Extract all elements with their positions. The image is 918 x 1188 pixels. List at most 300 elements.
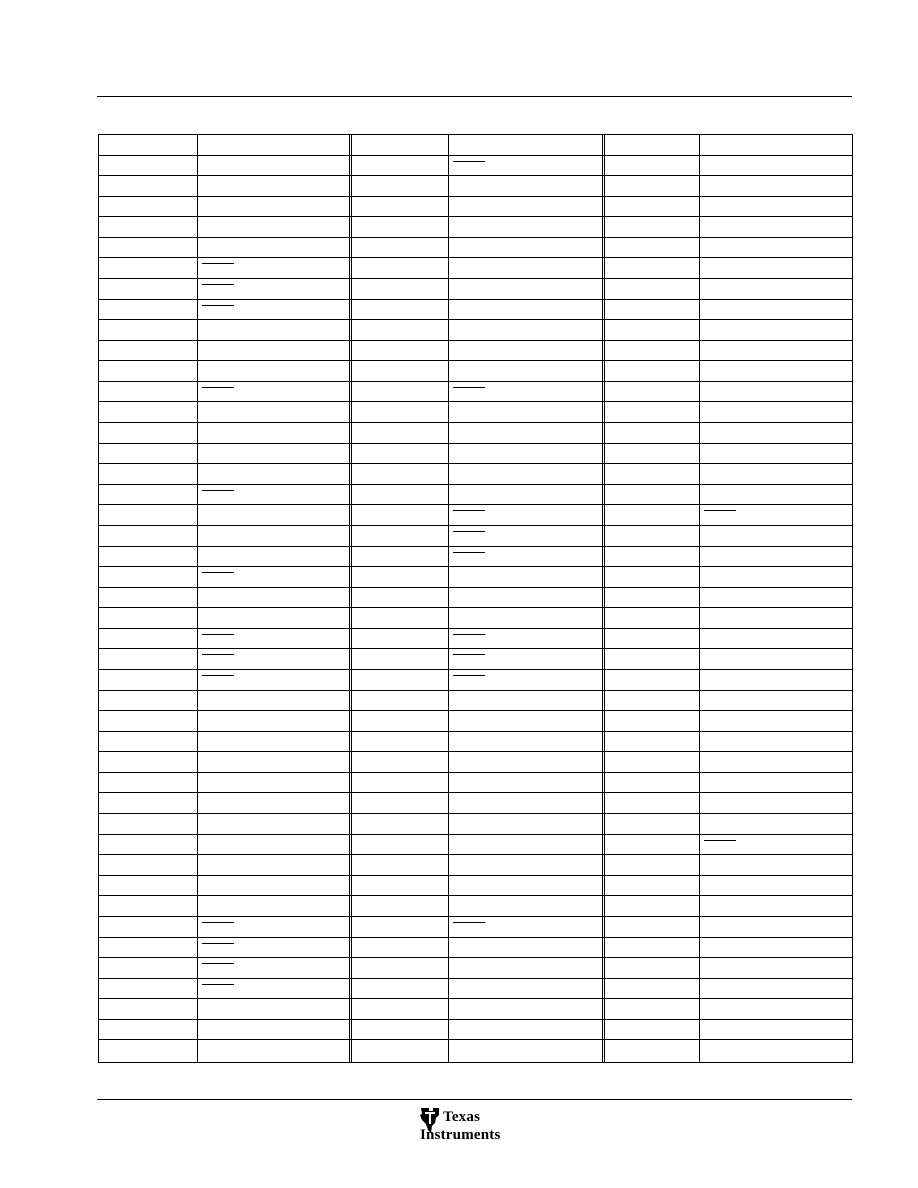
table-cell: [197, 999, 350, 1019]
table-cell: [350, 773, 448, 793]
column-divider: [699, 135, 700, 1062]
table-cell: [350, 814, 448, 834]
table-cell: [603, 156, 699, 176]
header-rule: [97, 96, 852, 97]
table-row: [99, 814, 852, 835]
table-cell: [350, 629, 448, 649]
table-cell: [197, 752, 350, 772]
table-cell: [603, 711, 699, 731]
table-cell: [350, 135, 448, 155]
table-cell: [99, 300, 197, 320]
table-cell: [448, 1020, 603, 1040]
table-cell: [350, 896, 448, 916]
table-row: [99, 320, 852, 341]
table-cell: [350, 485, 448, 505]
table-cell: [603, 835, 699, 855]
table-row: [99, 485, 852, 506]
table-cell: [448, 711, 603, 731]
table-cell: [699, 1020, 851, 1040]
table-cell: [197, 258, 350, 278]
table-cell: [99, 279, 197, 299]
table-row: [99, 588, 852, 609]
table-row: [99, 1020, 852, 1041]
table-cell: [99, 958, 197, 978]
table-cell: [448, 135, 603, 155]
table-cell: [99, 773, 197, 793]
table-cell: [603, 732, 699, 752]
table-row: [99, 444, 852, 465]
table-cell: [350, 464, 448, 484]
table-cell: [699, 999, 851, 1019]
table-cell: [603, 382, 699, 402]
signal-overbar: [453, 161, 485, 162]
table-cell: [197, 814, 350, 834]
table-row: [99, 135, 852, 156]
table-cell: [448, 1040, 603, 1061]
table-cell: [448, 855, 603, 875]
table-cell: [448, 341, 603, 361]
table-row: [99, 361, 852, 382]
table-cell: [197, 896, 350, 916]
table-cell: [448, 485, 603, 505]
signal-overbar: [453, 654, 485, 655]
table-row: [99, 711, 852, 732]
signal-overbar: [704, 510, 736, 511]
table-cell: [603, 485, 699, 505]
signal-overbar: [453, 675, 485, 676]
table-cell: [699, 711, 851, 731]
signal-overbar: [453, 634, 485, 635]
table-row: [99, 979, 852, 1000]
table-cell: [699, 382, 851, 402]
table-row: [99, 670, 852, 691]
table-cell: [448, 547, 603, 567]
table-row: [99, 876, 852, 897]
table-cell: [603, 1040, 699, 1061]
signal-overbar: [704, 840, 736, 841]
table-row: [99, 649, 852, 670]
column-group-divider: [602, 135, 605, 1062]
table-cell: [350, 649, 448, 669]
table-cell: [603, 938, 699, 958]
table-cell: [99, 814, 197, 834]
table-cell: [99, 526, 197, 546]
table-cell: [448, 958, 603, 978]
table-cell: [603, 588, 699, 608]
table-cell: [99, 505, 197, 525]
signal-overbar: [202, 963, 234, 964]
table-cell: [448, 176, 603, 196]
signal-overbar: [202, 387, 234, 388]
table-cell: [350, 197, 448, 217]
table-cell: [350, 588, 448, 608]
table-cell: [448, 567, 603, 587]
table-cell: [448, 896, 603, 916]
table-cell: [197, 238, 350, 258]
table-cell: [448, 649, 603, 669]
table-cell: [197, 176, 350, 196]
table-cell: [603, 814, 699, 834]
table-cell: [699, 958, 851, 978]
table-cell: [350, 258, 448, 278]
signal-overbar: [453, 922, 485, 923]
table-cell: [603, 320, 699, 340]
table-row: [99, 217, 852, 238]
table-cell: [603, 773, 699, 793]
signal-overbar: [202, 984, 234, 985]
table-cell: [699, 238, 851, 258]
table-cell: [699, 320, 851, 340]
table-cell: [350, 752, 448, 772]
table-cell: [448, 156, 603, 176]
table-cell: [603, 444, 699, 464]
table-cell: [603, 238, 699, 258]
table-cell: [197, 1040, 350, 1061]
signal-overbar: [202, 654, 234, 655]
table-cell: [448, 505, 603, 525]
table-cell: [699, 835, 851, 855]
signal-overbar: [202, 572, 234, 573]
table-cell: [197, 649, 350, 669]
table-cell: [699, 197, 851, 217]
table-cell: [350, 711, 448, 731]
table-cell: [350, 958, 448, 978]
table-cell: [448, 403, 603, 423]
table-row: [99, 855, 852, 876]
table-row: [99, 341, 852, 362]
table-cell: [448, 835, 603, 855]
table-cell: [448, 938, 603, 958]
table-cell: [699, 444, 851, 464]
table-cell: [350, 300, 448, 320]
table-cell: [699, 752, 851, 772]
table-cell: [350, 917, 448, 937]
table-cell: [350, 361, 448, 381]
table-cell: [350, 608, 448, 628]
table-cell: [699, 217, 851, 237]
column-divider: [448, 135, 449, 1062]
table-cell: [197, 279, 350, 299]
table-cell: [197, 444, 350, 464]
table-cell: [197, 691, 350, 711]
table-cell: [699, 876, 851, 896]
table-cell: [99, 217, 197, 237]
table-cell: [350, 732, 448, 752]
table-cell: [350, 505, 448, 525]
table-cell: [699, 485, 851, 505]
table-cell: [603, 691, 699, 711]
signal-overbar: [202, 490, 234, 491]
table-cell: [603, 135, 699, 155]
table-row: [99, 793, 852, 814]
table-cell: [448, 876, 603, 896]
table-cell: [448, 917, 603, 937]
table-cell: [197, 217, 350, 237]
signal-overbar: [202, 634, 234, 635]
table-cell: [99, 1040, 197, 1061]
table-cell: [197, 773, 350, 793]
footer-rule: [97, 1099, 852, 1100]
table-cell: [350, 835, 448, 855]
table-cell: [448, 793, 603, 813]
table-cell: [448, 999, 603, 1019]
table-cell: [448, 691, 603, 711]
table-cell: [197, 403, 350, 423]
table-cell: [699, 732, 851, 752]
table-cell: [448, 320, 603, 340]
table-cell: [699, 896, 851, 916]
table-cell: [699, 423, 851, 443]
table-cell: [197, 341, 350, 361]
table-cell: [99, 670, 197, 690]
table-cell: [197, 197, 350, 217]
column-group-divider: [349, 135, 352, 1062]
table-cell: [350, 979, 448, 999]
table-cell: [699, 341, 851, 361]
signal-overbar: [202, 305, 234, 306]
table-cell: [197, 711, 350, 731]
table-cell: [99, 197, 197, 217]
signal-overbar: [453, 510, 485, 511]
table-cell: [197, 485, 350, 505]
table-cell: [603, 403, 699, 423]
table-cell: [603, 670, 699, 690]
logo-word-instruments: Instruments: [420, 1127, 501, 1143]
table-row: [99, 958, 852, 979]
table-row: [99, 505, 852, 526]
table-cell: [99, 979, 197, 999]
table-cell: [603, 217, 699, 237]
table-cell: [603, 896, 699, 916]
table-cell: [99, 608, 197, 628]
table-cell: [603, 876, 699, 896]
table-cell: [350, 526, 448, 546]
signal-overbar: [202, 263, 234, 264]
table-cell: [197, 464, 350, 484]
table-cell: [99, 361, 197, 381]
table-row: [99, 279, 852, 300]
table-cell: [350, 938, 448, 958]
table-cell: [448, 361, 603, 381]
table-cell: [699, 1040, 851, 1061]
table-row: [99, 567, 852, 588]
table-row: [99, 938, 852, 959]
table-cell: [350, 382, 448, 402]
signal-overbar: [202, 284, 234, 285]
table-cell: [99, 691, 197, 711]
table-cell: [99, 752, 197, 772]
table-cell: [99, 423, 197, 443]
signal-overbar: [202, 675, 234, 676]
table-cell: [448, 382, 603, 402]
table-cell: [603, 176, 699, 196]
table-cell: [448, 773, 603, 793]
table-row: [99, 547, 852, 568]
signal-overbar: [453, 387, 485, 388]
table-cell: [197, 629, 350, 649]
table-cell: [99, 835, 197, 855]
table-cell: [99, 1020, 197, 1040]
table-cell: [350, 999, 448, 1019]
table-cell: [603, 999, 699, 1019]
table-cell: [699, 855, 851, 875]
table-cell: [603, 855, 699, 875]
table-row: [99, 258, 852, 279]
table-cell: [603, 526, 699, 546]
table-cell: [699, 917, 851, 937]
table-cell: [99, 444, 197, 464]
table-cell: [603, 958, 699, 978]
table-cell: [699, 588, 851, 608]
table-row: [99, 773, 852, 794]
table-cell: [448, 814, 603, 834]
table-cell: [99, 588, 197, 608]
signal-overbar: [202, 922, 234, 923]
table-cell: [197, 979, 350, 999]
table-row: [99, 464, 852, 485]
table-cell: [197, 588, 350, 608]
table-cell: [99, 938, 197, 958]
table-cell: [699, 547, 851, 567]
table-cell: [699, 670, 851, 690]
table-row: [99, 999, 852, 1020]
signal-overbar: [453, 552, 485, 553]
table-cell: [603, 279, 699, 299]
table-cell: [699, 793, 851, 813]
table-cell: [99, 485, 197, 505]
table-cell: [350, 423, 448, 443]
table-row: [99, 156, 852, 177]
table-cell: [99, 629, 197, 649]
table-cell: [99, 567, 197, 587]
table-cell: [603, 505, 699, 525]
table-cell: [603, 197, 699, 217]
table-cell: [99, 732, 197, 752]
table-cell: [99, 176, 197, 196]
table-cell: [350, 176, 448, 196]
table-cell: [448, 588, 603, 608]
table-cell: [699, 649, 851, 669]
table-cell: [603, 979, 699, 999]
table-cell: [197, 300, 350, 320]
table-row: [99, 382, 852, 403]
table-row: [99, 1040, 852, 1061]
table-cell: [350, 279, 448, 299]
table-cell: [350, 691, 448, 711]
table-cell: [699, 279, 851, 299]
table-cell: [99, 711, 197, 731]
table-cell: [99, 896, 197, 916]
table-cell: [99, 793, 197, 813]
table-cell: [699, 464, 851, 484]
table-cell: [350, 855, 448, 875]
table-cell: [603, 423, 699, 443]
table-cell: [448, 197, 603, 217]
table-cell: [197, 567, 350, 587]
table-cell: [448, 464, 603, 484]
table-cell: [603, 649, 699, 669]
table-cell: [350, 238, 448, 258]
table-row: [99, 403, 852, 424]
table-cell: [99, 382, 197, 402]
texas-instruments-logo: [418, 1106, 530, 1146]
table-cell: [448, 258, 603, 278]
pin-assignment-table: [98, 134, 853, 1063]
table-cell: [197, 361, 350, 381]
table-cell: [99, 238, 197, 258]
table-row: [99, 423, 852, 444]
signal-overbar: [202, 943, 234, 944]
table-cell: [350, 444, 448, 464]
table-cell: [603, 361, 699, 381]
table-cell: [448, 979, 603, 999]
table-cell: [197, 958, 350, 978]
table-cell: [448, 238, 603, 258]
table-cell: [99, 156, 197, 176]
table-cell: [99, 135, 197, 155]
table-cell: [448, 423, 603, 443]
table-cell: [448, 300, 603, 320]
table-cell: [448, 279, 603, 299]
table-cell: [699, 300, 851, 320]
table-cell: [603, 258, 699, 278]
table-cell: [99, 320, 197, 340]
table-row: [99, 300, 852, 321]
table-cell: [197, 732, 350, 752]
table-row: [99, 197, 852, 218]
table-cell: [448, 670, 603, 690]
table-cell: [699, 156, 851, 176]
table-cell: [197, 938, 350, 958]
table-cell: [197, 876, 350, 896]
table-cell: [699, 608, 851, 628]
table-cell: [197, 855, 350, 875]
table-row: [99, 835, 852, 856]
table-row: [99, 732, 852, 753]
table-cell: [197, 547, 350, 567]
table-cell: [448, 752, 603, 772]
table-row: [99, 238, 852, 259]
table-cell: [99, 855, 197, 875]
logo-word-texas: Texas: [443, 1109, 481, 1125]
column-divider: [197, 135, 198, 1062]
table-cell: [699, 526, 851, 546]
table-cell: [699, 361, 851, 381]
table-cell: [448, 732, 603, 752]
table-cell: [603, 917, 699, 937]
table-cell: [603, 547, 699, 567]
table-row: [99, 176, 852, 197]
table-cell: [197, 835, 350, 855]
table-cell: [603, 752, 699, 772]
table-cell: [350, 670, 448, 690]
table-cell: [197, 320, 350, 340]
table-cell: [699, 814, 851, 834]
table-cell: [448, 629, 603, 649]
table-row: [99, 691, 852, 712]
table-cell: [197, 670, 350, 690]
table-cell: [350, 217, 448, 237]
table-row: [99, 629, 852, 650]
table-cell: [699, 773, 851, 793]
table-cell: [197, 1020, 350, 1040]
table-cell: [603, 567, 699, 587]
table-cell: [197, 382, 350, 402]
table-cell: [603, 464, 699, 484]
table-cell: [350, 793, 448, 813]
table-cell: [448, 217, 603, 237]
table-cell: [350, 156, 448, 176]
